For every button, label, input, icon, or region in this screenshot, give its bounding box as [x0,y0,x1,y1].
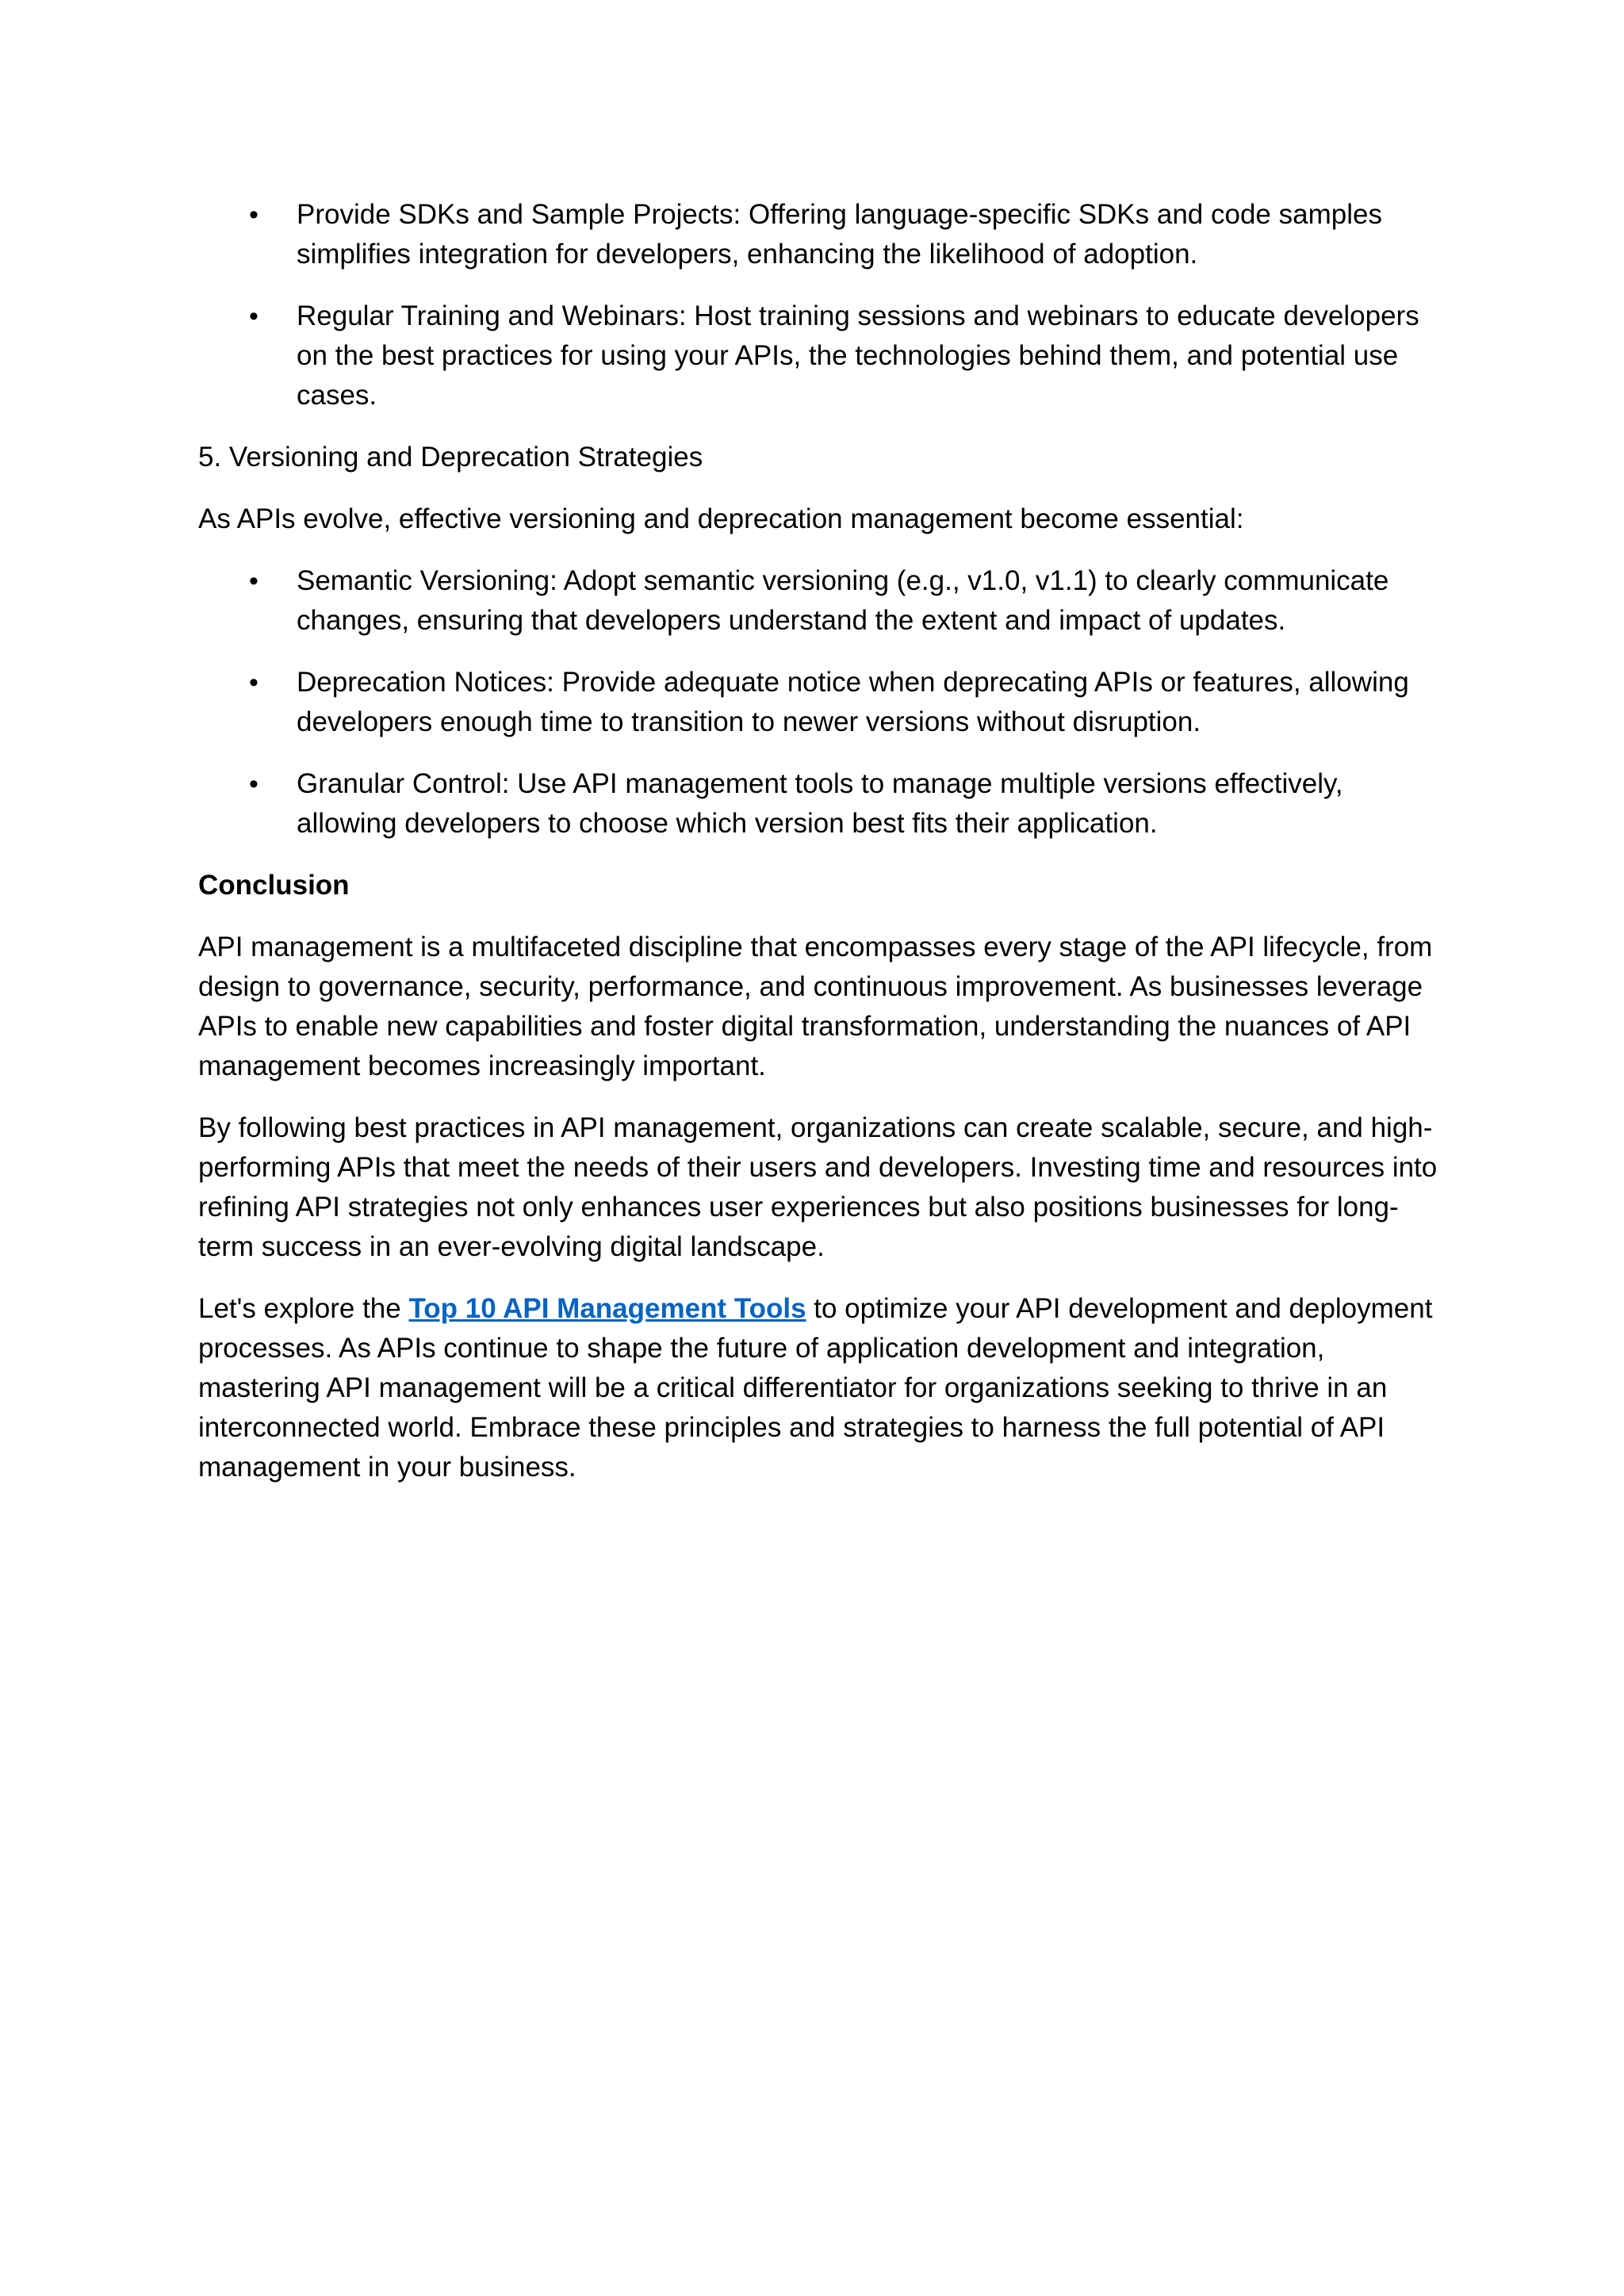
conclusion-heading: Conclusion [198,870,350,901]
list-item [198,297,1443,415]
list-item-text: Regular Training and Webinars: Host training sessions and webinars to educate developers on the best practices for using your APIs, the technologies behind them, and potential use cases. [297,300,1419,411]
conclusion-paragraph-2: By following best practices in API management, organizations can create scalable, secure, and high-performing APIs that meet the needs of their users and developers. Investing time and resources into refining API strategies not only enhances user experiences but also positions businesses for long-term success in an ever-evolving digital landscape. [198,1112,1438,1262]
list-item [198,561,1443,641]
bullet-list-versioning [198,561,1443,844]
list-item [198,764,1443,844]
bullet-icon: • [249,769,259,799]
conclusion-paragraph-1: API management is a multifaceted discipline that encompasses every stage of the API lifecycle, from design to governance, security, performance, and continuous improvement. As businesses leverage APIs to enable new capabilities and foster digital transformation, understanding the nuances of API management becomes increasingly important. [198,932,1433,1081]
bullet-icon: • [249,566,259,596]
section-heading-versioning: 5. Versioning and Deprecation Strategies [198,442,703,473]
conclusion-paragraph-3 [198,1289,1443,1487]
list-item [198,663,1443,742]
list-item-text: Deprecation Notices: Provide adequate notice when deprecating APIs or features, allowing developers enough time to transition to newer versions without disruption. [297,667,1409,737]
section-intro: As APIs evolve, effective versioning and deprecation management become essential: [198,503,1244,534]
list-item-text: Semantic Versioning: Adopt semantic versioning (e.g., v1.0, v1.1) to clearly communicate changes, ensuring that developers understand the extent and impact of updates. [297,565,1389,636]
top-10-api-tools-link[interactable]: Top 10 API Management Tools [408,1293,806,1324]
bullet-list-developer-support [198,195,1443,415]
paragraph-text-after-link: to optimize your API development and deployment processes. As APIs continue to shape the future of application development and integration, mastering API management will be a critical differentiator for organizations seeking to thrive in an interconnected world. Embrace these principles and strategies to harness the full potential of API management in your business. [198,1293,1433,1483]
bullet-icon: • [249,301,259,331]
document-page [198,195,1443,1510]
bullet-icon: • [249,668,259,698]
list-item-text: Granular Control: Use API management tools to manage multiple versions effectively, allowing developers to choose which version best fits their application. [297,768,1343,839]
list-item-text: Provide SDKs and Sample Projects: Offering language-specific SDKs and code samples simplifies integration for developers, enhancing the likelihood of adoption. [297,199,1382,270]
bullet-icon: • [249,200,259,230]
list-item [198,195,1443,274]
paragraph-text-before-link: Let's explore the [198,1293,409,1324]
